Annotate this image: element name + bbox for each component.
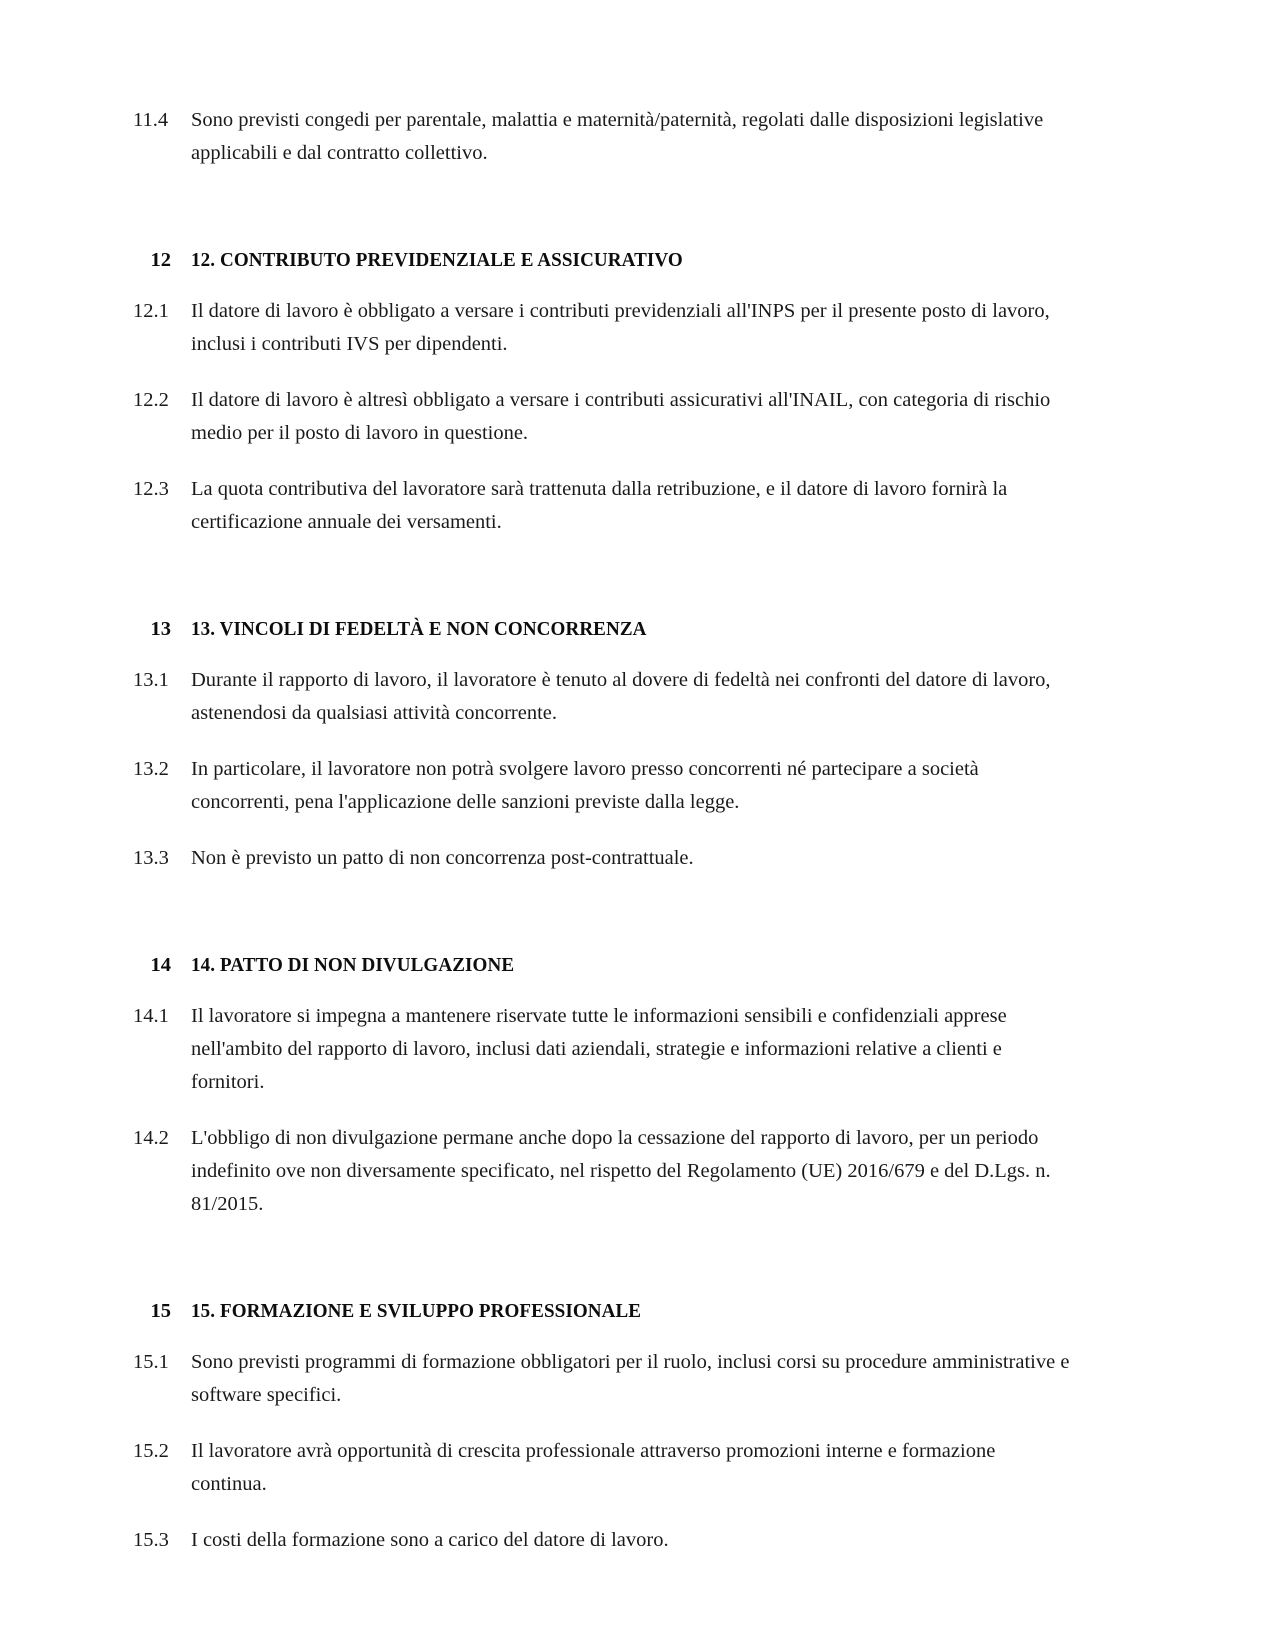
clause-text: Il datore di lavoro è altresì obbligato a versare i contributi assicurativi all'INAIL, con categoria di rischio medio per il posto di lavoro in questione.: [191, 389, 1051, 444]
clause-paragraph: [133, 473, 1073, 539]
clause-number: 13.3: [133, 847, 169, 869]
clause-text: Non è previsto un patto di non concorrenza post-contrattuale.: [191, 847, 694, 869]
clause-number: 12.2: [133, 389, 169, 411]
clause-paragraph: [133, 1122, 1073, 1221]
section-heading-title: 13. VINCOLI DI FEDELTÀ E NON CONCORRENZA: [191, 618, 647, 640]
clause-text: La quota contributiva del lavoratore sarà trattenuta dalla retribuzione, e il datore di lavoro fornirà la certificazione annuale dei versamenti.: [191, 478, 1008, 533]
clause-number: 11.4: [133, 109, 169, 131]
clause-paragraph: [133, 1524, 1073, 1557]
clause-number: 12.3: [133, 478, 169, 500]
clause-number: 13.2: [133, 758, 169, 780]
clause-number: 13.1: [133, 669, 169, 691]
clause-text: Sono previsti congedi per parentale, malattia e maternità/paternità, regolati dalle disposizioni legislative applicabili e dal contratto collettivo.: [191, 109, 1044, 164]
clause-paragraph: [133, 104, 1073, 170]
clause-paragraph: [133, 1346, 1073, 1412]
section-spacer: [133, 562, 1073, 614]
clause-paragraph: [133, 664, 1073, 730]
clause-paragraph: [133, 1000, 1073, 1099]
section-heading-number: 13: [150, 618, 171, 640]
clause-paragraph: [133, 384, 1073, 450]
clause-number: 15.1: [133, 1351, 169, 1373]
clause-number: 15.2: [133, 1440, 169, 1462]
clause-number: 12.1: [133, 300, 169, 322]
clause-text: Il lavoratore si impegna a mantenere riservate tutte le informazioni sensibili e confidenziali apprese nell'ambito del rapporto di lavoro, inclusi dati aziendali, strategie e informazioni relative a clienti e fornitori.: [191, 1005, 1007, 1093]
clause-text: Durante il rapporto di lavoro, il lavoratore è tenuto al dovere di fedeltà nei confronti del datore di lavoro, astenendosi da qualsiasi attività concorrente.: [191, 669, 1051, 724]
section-heading-number: 14: [150, 954, 171, 976]
section-heading-title: 15. FORMAZIONE E SVILUPPO PROFESSIONALE: [191, 1300, 642, 1322]
section-spacer: [133, 1244, 1073, 1296]
section-heading: [133, 614, 1073, 644]
section-spacer: [133, 193, 1073, 245]
section-heading-title: 12. CONTRIBUTO PREVIDENZIALE E ASSICURATIVO: [191, 249, 683, 271]
section-heading: [133, 950, 1073, 980]
document-body: [133, 104, 1073, 1580]
clause-paragraph: [133, 1435, 1073, 1501]
clause-number: 14.2: [133, 1127, 169, 1149]
section-heading-number: 15: [150, 1300, 171, 1322]
clause-text: Sono previsti programmi di formazione obbligatori per il ruolo, inclusi corsi su procedure amministrative e software specifici.: [191, 1351, 1070, 1406]
clause-text: I costi della formazione sono a carico del datore di lavoro.: [191, 1529, 669, 1551]
clause-text: Il lavoratore avrà opportunità di crescita professionale attraverso promozioni interne e formazione continua.: [191, 1440, 996, 1495]
section-heading: [133, 1296, 1073, 1326]
clause-paragraph: [133, 295, 1073, 361]
clause-text: Il datore di lavoro è obbligato a versare i contributi previdenziali all'INPS per il presente posto di lavoro, inclusi i contributi IVS per dipendenti.: [191, 300, 1050, 355]
clause-number: 15.3: [133, 1529, 169, 1551]
clause-text: In particolare, il lavoratore non potrà svolgere lavoro presso concorrenti né partecipare a società concorrenti, pena l'applicazione delle sanzioni previste dalla legge.: [191, 758, 979, 813]
clause-text: L'obbligo di non divulgazione permane anche dopo la cessazione del rapporto di lavoro, per un periodo indefinito ove non diversamente specificato, nel rispetto del Regolamento (UE) 2016/679 e del D.Lgs. n. 81/2015.: [191, 1127, 1051, 1215]
clause-paragraph: [133, 753, 1073, 819]
section-heading-number: 12: [150, 249, 171, 271]
clause-number: 14.1: [133, 1005, 169, 1027]
clause-paragraph: [133, 842, 1073, 875]
section-heading-title: 14. PATTO DI NON DIVULGAZIONE: [191, 954, 515, 976]
section-heading: [133, 245, 1073, 275]
section-spacer: [133, 898, 1073, 950]
